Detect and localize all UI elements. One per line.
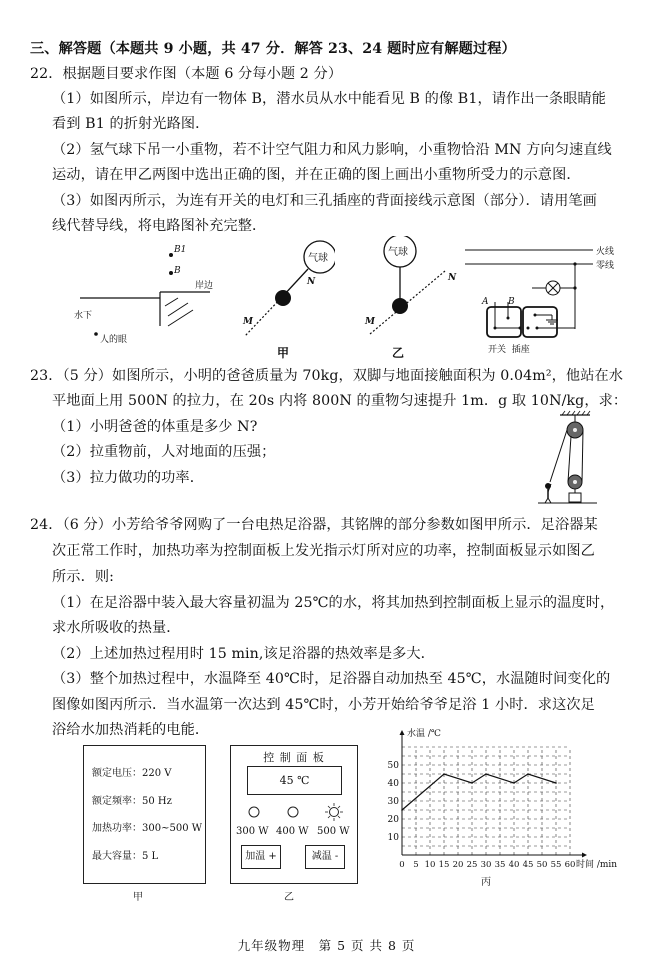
lamp-icon bbox=[546, 281, 560, 295]
y-axis-arrow bbox=[400, 730, 405, 735]
light-400w-label: 400 W bbox=[276, 826, 309, 837]
caption-yi: 乙 bbox=[284, 892, 294, 903]
q24-line3: 所示．则: bbox=[52, 569, 115, 585]
q24-line2: 次正常工作时，加热功率为控制面板上发光指示灯所对应的功率，控制面板显示如图乙 bbox=[52, 543, 595, 559]
label-m: M bbox=[365, 317, 375, 327]
nameplate-box bbox=[83, 745, 206, 884]
fixed-pulley-axle bbox=[573, 428, 577, 432]
q22-part3-line1: （3）如图丙所示，为连有开关的电灯和三孔插座的背面接线示意图（部分）．请用笔画 bbox=[52, 193, 597, 209]
decrease-temp-button[interactable]: 减温 - bbox=[305, 845, 345, 869]
label-n: N bbox=[448, 273, 457, 283]
light-300w-icon bbox=[249, 807, 259, 817]
q24-sub3-line2: 图像如图丙所示．当水温第一次达到 45℃时，小芳开始给爷爷足浴 1 小时．求这次足 bbox=[52, 697, 595, 713]
q23-sub1: （1）小明爸爸的体重是多少 N? bbox=[52, 419, 258, 435]
label-m: M bbox=[243, 317, 253, 327]
q22-header: 22．根据题目要求作图（本题 6 分每小题 2 分） bbox=[30, 66, 343, 82]
balloon-figure-yi bbox=[360, 236, 460, 360]
data-point bbox=[527, 773, 529, 775]
q24-sub1-line2: 求水所吸收的热量． bbox=[52, 620, 181, 636]
ceiling-hatch bbox=[562, 411, 590, 415]
x-tick-label: 10 bbox=[424, 860, 436, 870]
nameplate-power: 加热功率：300~500 W bbox=[92, 823, 203, 834]
label-shore: 岸边 bbox=[195, 281, 214, 291]
hatch-2 bbox=[168, 303, 188, 316]
point-b bbox=[169, 271, 173, 275]
hatch-1 bbox=[165, 298, 178, 306]
q22-part3-line2: 线代替导线，将电路图补充完整． bbox=[52, 218, 267, 234]
q23-line1: 23．（5 分）如图所示，小明的爸爸质量为 70kg，双脚与地面接触面积为 0.04m²，他站在水 bbox=[30, 368, 624, 384]
weight-block bbox=[569, 493, 581, 502]
hatch-3 bbox=[168, 310, 193, 326]
terminal-b bbox=[507, 317, 510, 320]
y-tick-label: 10 bbox=[387, 833, 399, 843]
caption-jia: 甲 bbox=[277, 346, 290, 360]
x-tick-label: 25 bbox=[466, 860, 478, 870]
caption-yi: 乙 bbox=[392, 346, 405, 360]
junction-1 bbox=[573, 262, 576, 265]
light-400w-icon bbox=[288, 807, 298, 817]
label-a: A bbox=[482, 297, 489, 307]
x-axis-label: 时间 /min bbox=[576, 860, 618, 870]
q22-part1-line1: （1）如图所示，岸边有一物体 B，潜水员从水中能看见 B 的像 B1，请作出一条眼睛能 bbox=[52, 91, 607, 107]
q22-part1-line2: 看到 B1 的折射光路图． bbox=[52, 116, 210, 132]
indicator-lights bbox=[231, 801, 357, 823]
nameplate-capacity: 最大容量：5 L bbox=[92, 851, 159, 862]
balloon-figure-jia bbox=[235, 236, 335, 360]
x-tick-label: 15 bbox=[438, 860, 450, 870]
eye-point bbox=[94, 332, 98, 336]
nameplate-voltage: 额定电压：220 V bbox=[92, 768, 172, 779]
rope-pull bbox=[550, 430, 567, 482]
panel-title: 控 制 面 板 bbox=[263, 751, 325, 764]
light-500w-label: 500 W bbox=[317, 826, 350, 837]
socket-terminal-live bbox=[527, 327, 530, 330]
label-b: B bbox=[508, 297, 515, 307]
q22-part2-line1: （2）氢气球下吊一小重物，若不计空气阻力和风力影响，小重物恰沿 MN 方向匀速直线 bbox=[52, 142, 612, 158]
x-tick-label: 45 bbox=[522, 860, 534, 870]
light-500w-on-icon bbox=[325, 803, 343, 821]
label-n: N bbox=[307, 277, 316, 287]
y-tick-label: 20 bbox=[387, 815, 399, 825]
chart-grid bbox=[402, 747, 570, 855]
x-tick-label: 20 bbox=[452, 860, 464, 870]
x-axis-arrow bbox=[582, 853, 587, 858]
circuit-figure bbox=[460, 240, 630, 360]
weight-ball bbox=[392, 298, 408, 314]
weight-ball bbox=[275, 290, 291, 306]
q24-sub2: （2）上述加热过程用时 15 min,该足浴器的热效率是多大． bbox=[52, 646, 435, 662]
x-tick-label: 30 bbox=[480, 860, 492, 870]
label-switch-socket: 开关 插座 bbox=[488, 345, 530, 355]
q22-part2-line2: 运动，请在甲乙两图中选出正确的图，并在正确的图上画出小重物所受力的示意图． bbox=[52, 167, 581, 183]
x-tick-label: 50 bbox=[536, 860, 548, 870]
light-300w-label: 300 W bbox=[236, 826, 269, 837]
x-tick-label: 40 bbox=[508, 860, 520, 870]
switch-box bbox=[487, 307, 521, 337]
label-b1: B1 bbox=[174, 245, 187, 255]
temperature-line bbox=[402, 774, 556, 810]
balloon-label: 气球 bbox=[308, 253, 328, 264]
q23-line2: 平地面上用 500N 的拉力，在 20s 内将 800N 的重物匀速提升 1m．g 取 10N/kg，求： bbox=[52, 393, 628, 409]
data-point bbox=[555, 782, 557, 784]
label-eye: 人的眼 bbox=[100, 335, 128, 345]
data-point bbox=[471, 782, 473, 784]
y-tick-label: 50 bbox=[387, 761, 399, 771]
terminal-switch-out bbox=[519, 327, 522, 330]
label-b: B bbox=[174, 266, 181, 276]
q24-sub3-line3: 浴给水加热消耗的电能． bbox=[52, 722, 210, 738]
terminal-a bbox=[494, 327, 497, 330]
q24-line1: 24．（6 分）小芳给爷爷网购了一台电热足浴器，其铭牌的部分参数如图甲所示．足浴器某 bbox=[30, 517, 598, 533]
x-tick-label: 35 bbox=[494, 860, 506, 870]
data-point bbox=[401, 809, 403, 811]
y-axis-label: 水温 /℃ bbox=[407, 729, 441, 739]
chart-caption: 丙 bbox=[481, 877, 491, 888]
control-panel bbox=[230, 745, 358, 884]
label-underwater: 水下 bbox=[74, 311, 93, 321]
q24-sub3-line1: （3）整个加热过程中，水温降至 40℃时，足浴器自动加热至 45℃，水温随时间变化的 bbox=[52, 671, 611, 687]
refraction-figure bbox=[60, 236, 220, 348]
data-point bbox=[513, 782, 515, 784]
x-tick-label: 55 bbox=[550, 860, 562, 870]
x-tick-label: 60 bbox=[564, 860, 576, 870]
panel-display: 45 ℃ bbox=[247, 766, 342, 795]
path-mn bbox=[370, 271, 445, 334]
q23-sub2: （2）拉重物前，人对地面的压强； bbox=[52, 444, 276, 460]
caption-jia: 甲 bbox=[133, 892, 143, 903]
label-neutral: 零线 bbox=[596, 261, 615, 271]
y-tick-label: 30 bbox=[387, 797, 399, 807]
q24-sub1-line1: （1）在足浴器中装入最大容量初温为 25℃的水，将其加热到控制面板上显示的温度时， bbox=[52, 595, 615, 611]
page-footer: 九年级物理 第 5 页 共 8 页 bbox=[237, 938, 416, 953]
rope-right bbox=[582, 430, 583, 482]
q23-sub3: （3）拉力做功的功率． bbox=[52, 470, 205, 486]
balloon-label: 气球 bbox=[388, 247, 408, 258]
nameplate-frequency: 额定频率：50 Hz bbox=[92, 796, 172, 807]
pulley-figure bbox=[535, 410, 605, 505]
data-point bbox=[485, 773, 487, 775]
increase-temp-button[interactable]: 加温 + bbox=[241, 845, 281, 869]
x-tick-label: 5 bbox=[413, 860, 419, 870]
movable-pulley-axle bbox=[573, 480, 577, 484]
label-live: 火线 bbox=[596, 247, 615, 257]
person-icon bbox=[545, 483, 551, 503]
section-title: 三、解答题（本题共 9 小题，共 47 分．解答 23、24 题时应有解题过程） bbox=[30, 41, 516, 57]
temperature-chart bbox=[380, 718, 630, 888]
rope-middle bbox=[568, 436, 571, 482]
point-b1 bbox=[169, 253, 173, 257]
y-tick-label: 40 bbox=[387, 779, 399, 789]
data-point bbox=[443, 773, 445, 775]
x-tick-label: 0 bbox=[399, 860, 405, 870]
